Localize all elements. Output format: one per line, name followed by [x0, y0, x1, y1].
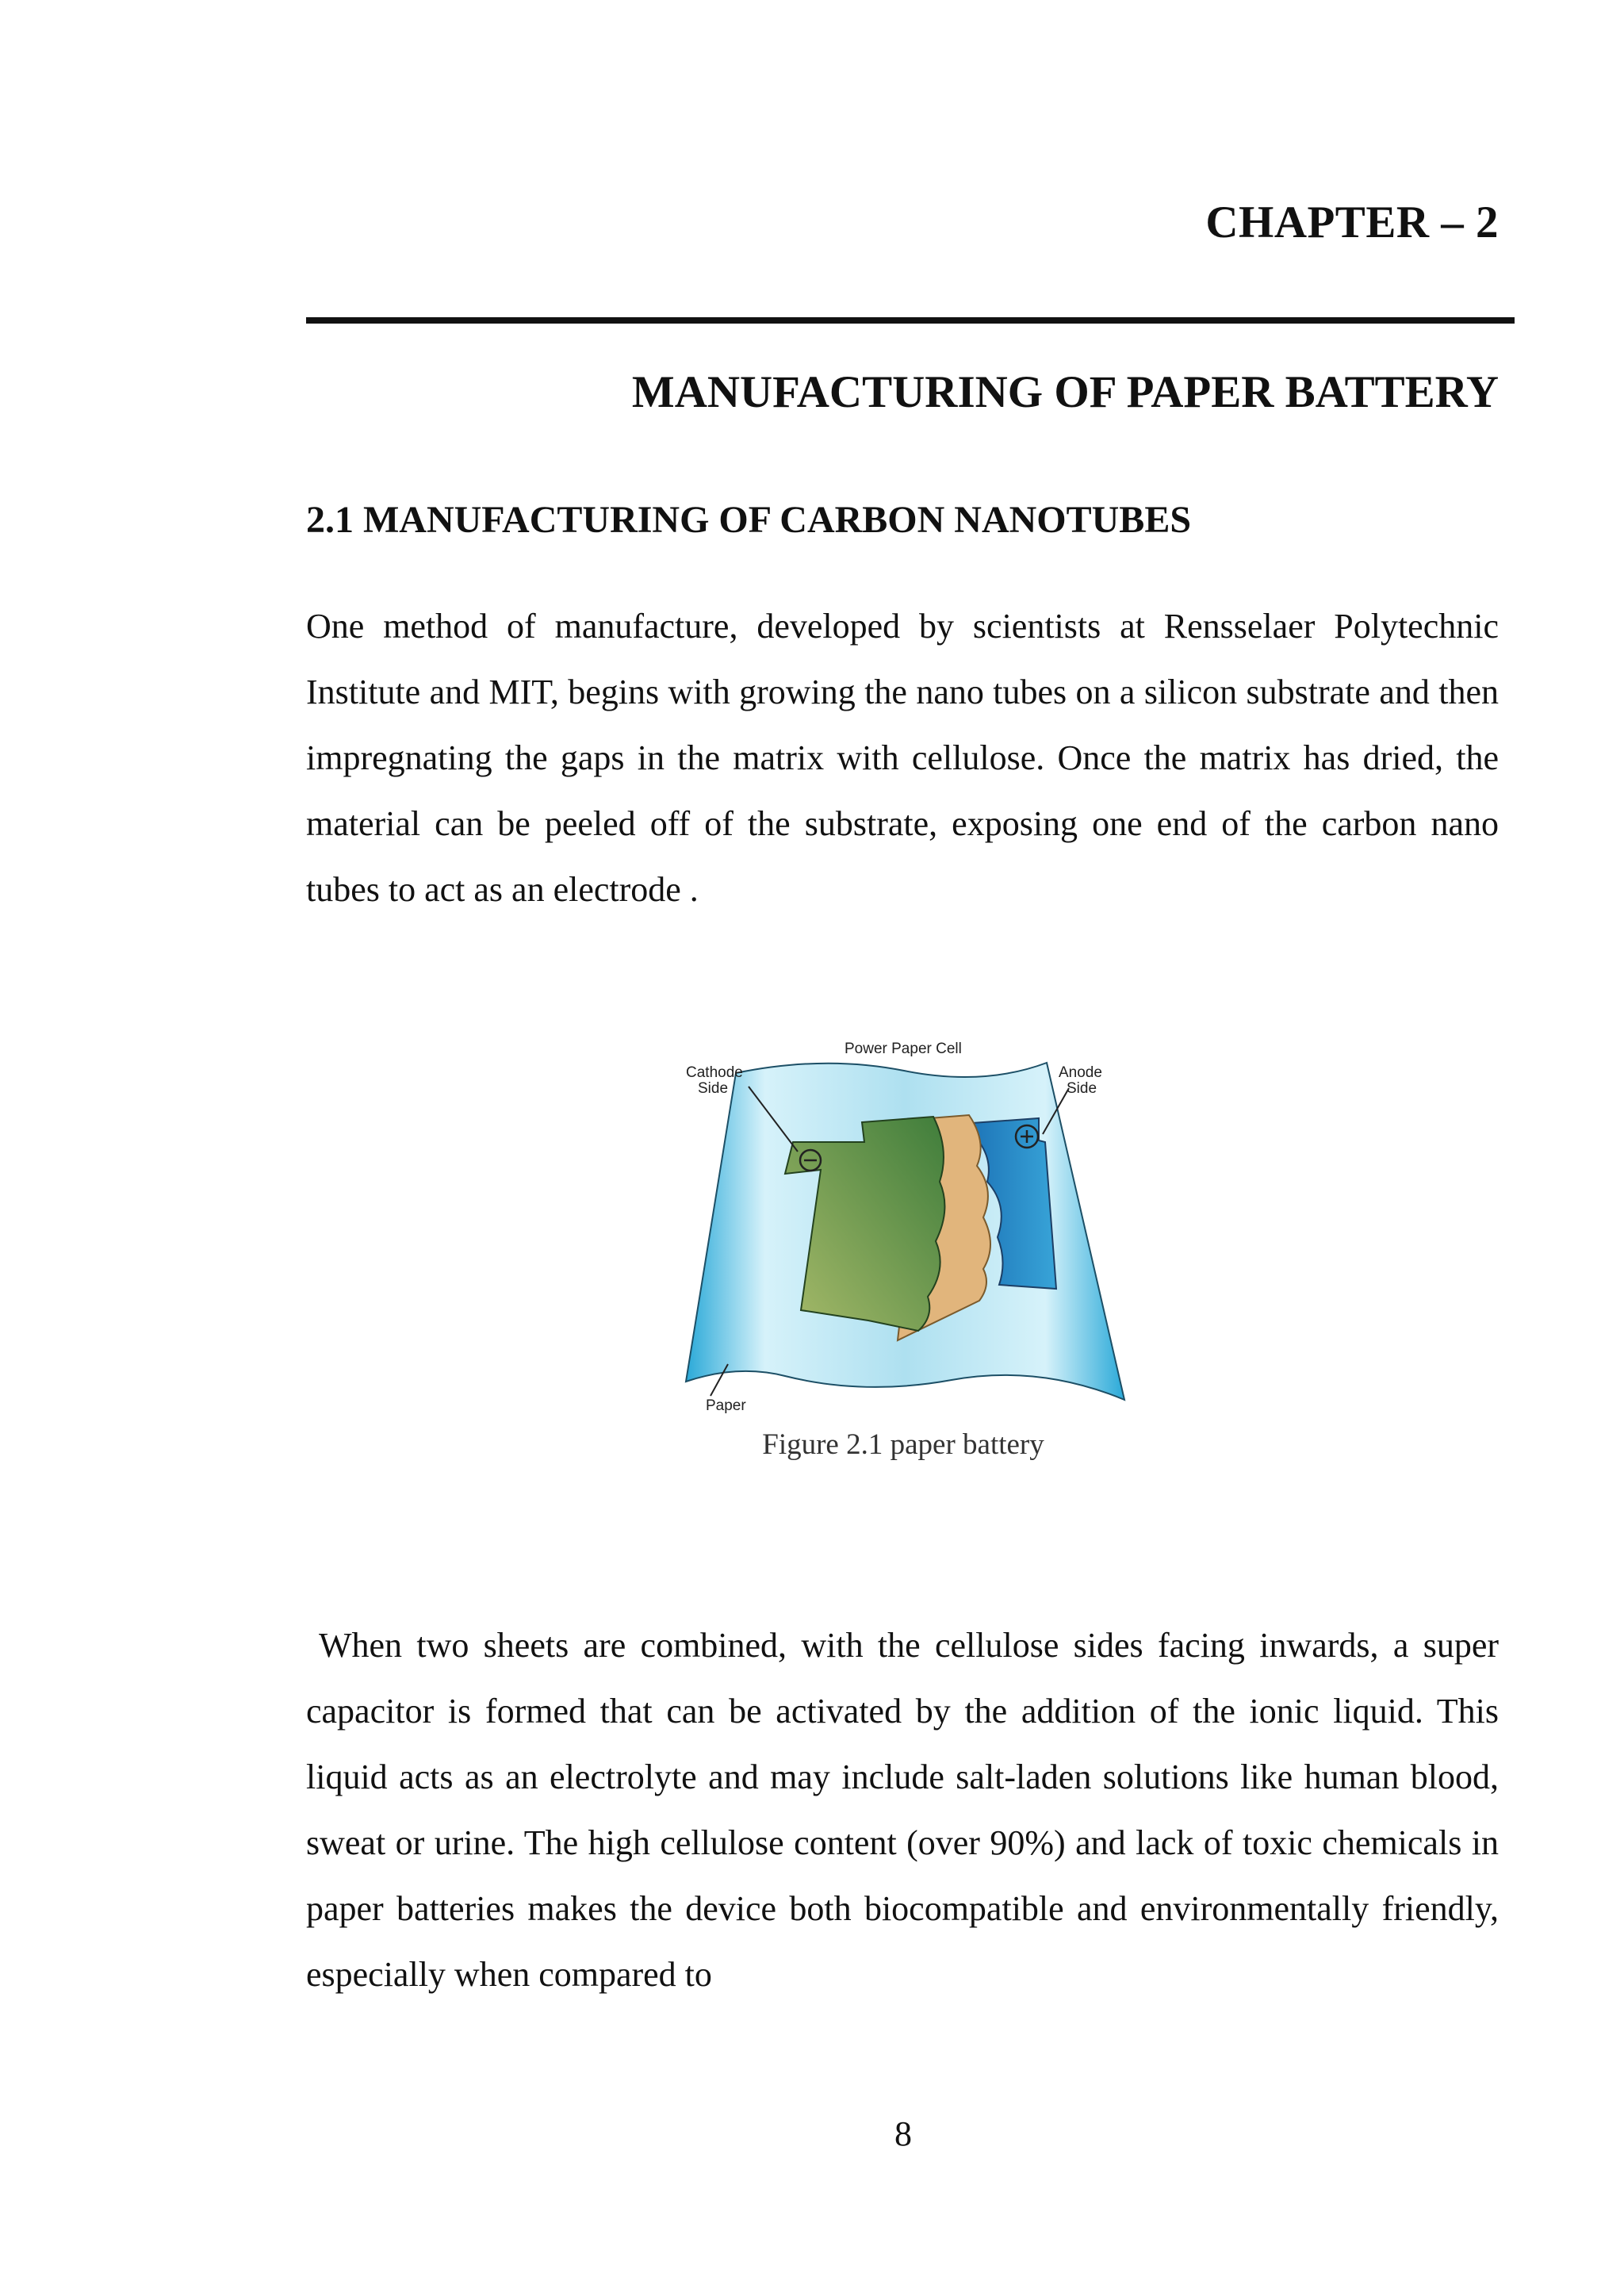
paper-battery-figure: [666, 1023, 1142, 1420]
paper-battery-illustration: [666, 1023, 1142, 1420]
anode-label-line1: Anode: [1059, 1064, 1102, 1081]
cathode-label-line1: Cathode: [686, 1064, 743, 1081]
chapter-label: CHAPTER – 2: [1205, 197, 1499, 247]
figure-caption: Figure 2.1 paper battery: [762, 1428, 1044, 1461]
anode-label-line2: Side: [1067, 1080, 1097, 1097]
body-paragraph-1: One method of manufacture, developed by scientists at Rensselaer Polytechnic Institute and MIT, begins with growing the nano tubes on a silicon substrate and then impregnating the gaps in the matrix with cellulose. Once the matrix has dried, the material can be peeled off of the substrate, exposing one end of the carbon nano tubes to act as an electrode .: [306, 607, 1499, 909]
chapter-title: MANUFACTURING OF PAPER BATTERY: [631, 367, 1499, 417]
body-paragraph-2: When two sheets are combined, with the cellulose sides facing inwards, a super capacitor is formed that can be activated by the addition of the ionic liquid. This liquid acts as an electrolyte and may include salt-laden solutions like human blood, sweat or urine. The high cellulose content (over 90%) and lack of toxic chemicals in paper batteries makes the device both biocompatible and environmentally friendly, especially when compared to: [306, 1626, 1499, 1994]
section-heading: 2.1 MANUFACTURING OF CARBON NANOTUBES: [306, 499, 1192, 541]
chapter-divider: [306, 317, 1515, 324]
page-number: 8: [894, 2114, 912, 2153]
cathode-label-line2: Side: [698, 1080, 729, 1097]
paper-label: Paper: [706, 1397, 746, 1414]
figure-title-label: Power Paper Cell: [845, 1041, 962, 1057]
